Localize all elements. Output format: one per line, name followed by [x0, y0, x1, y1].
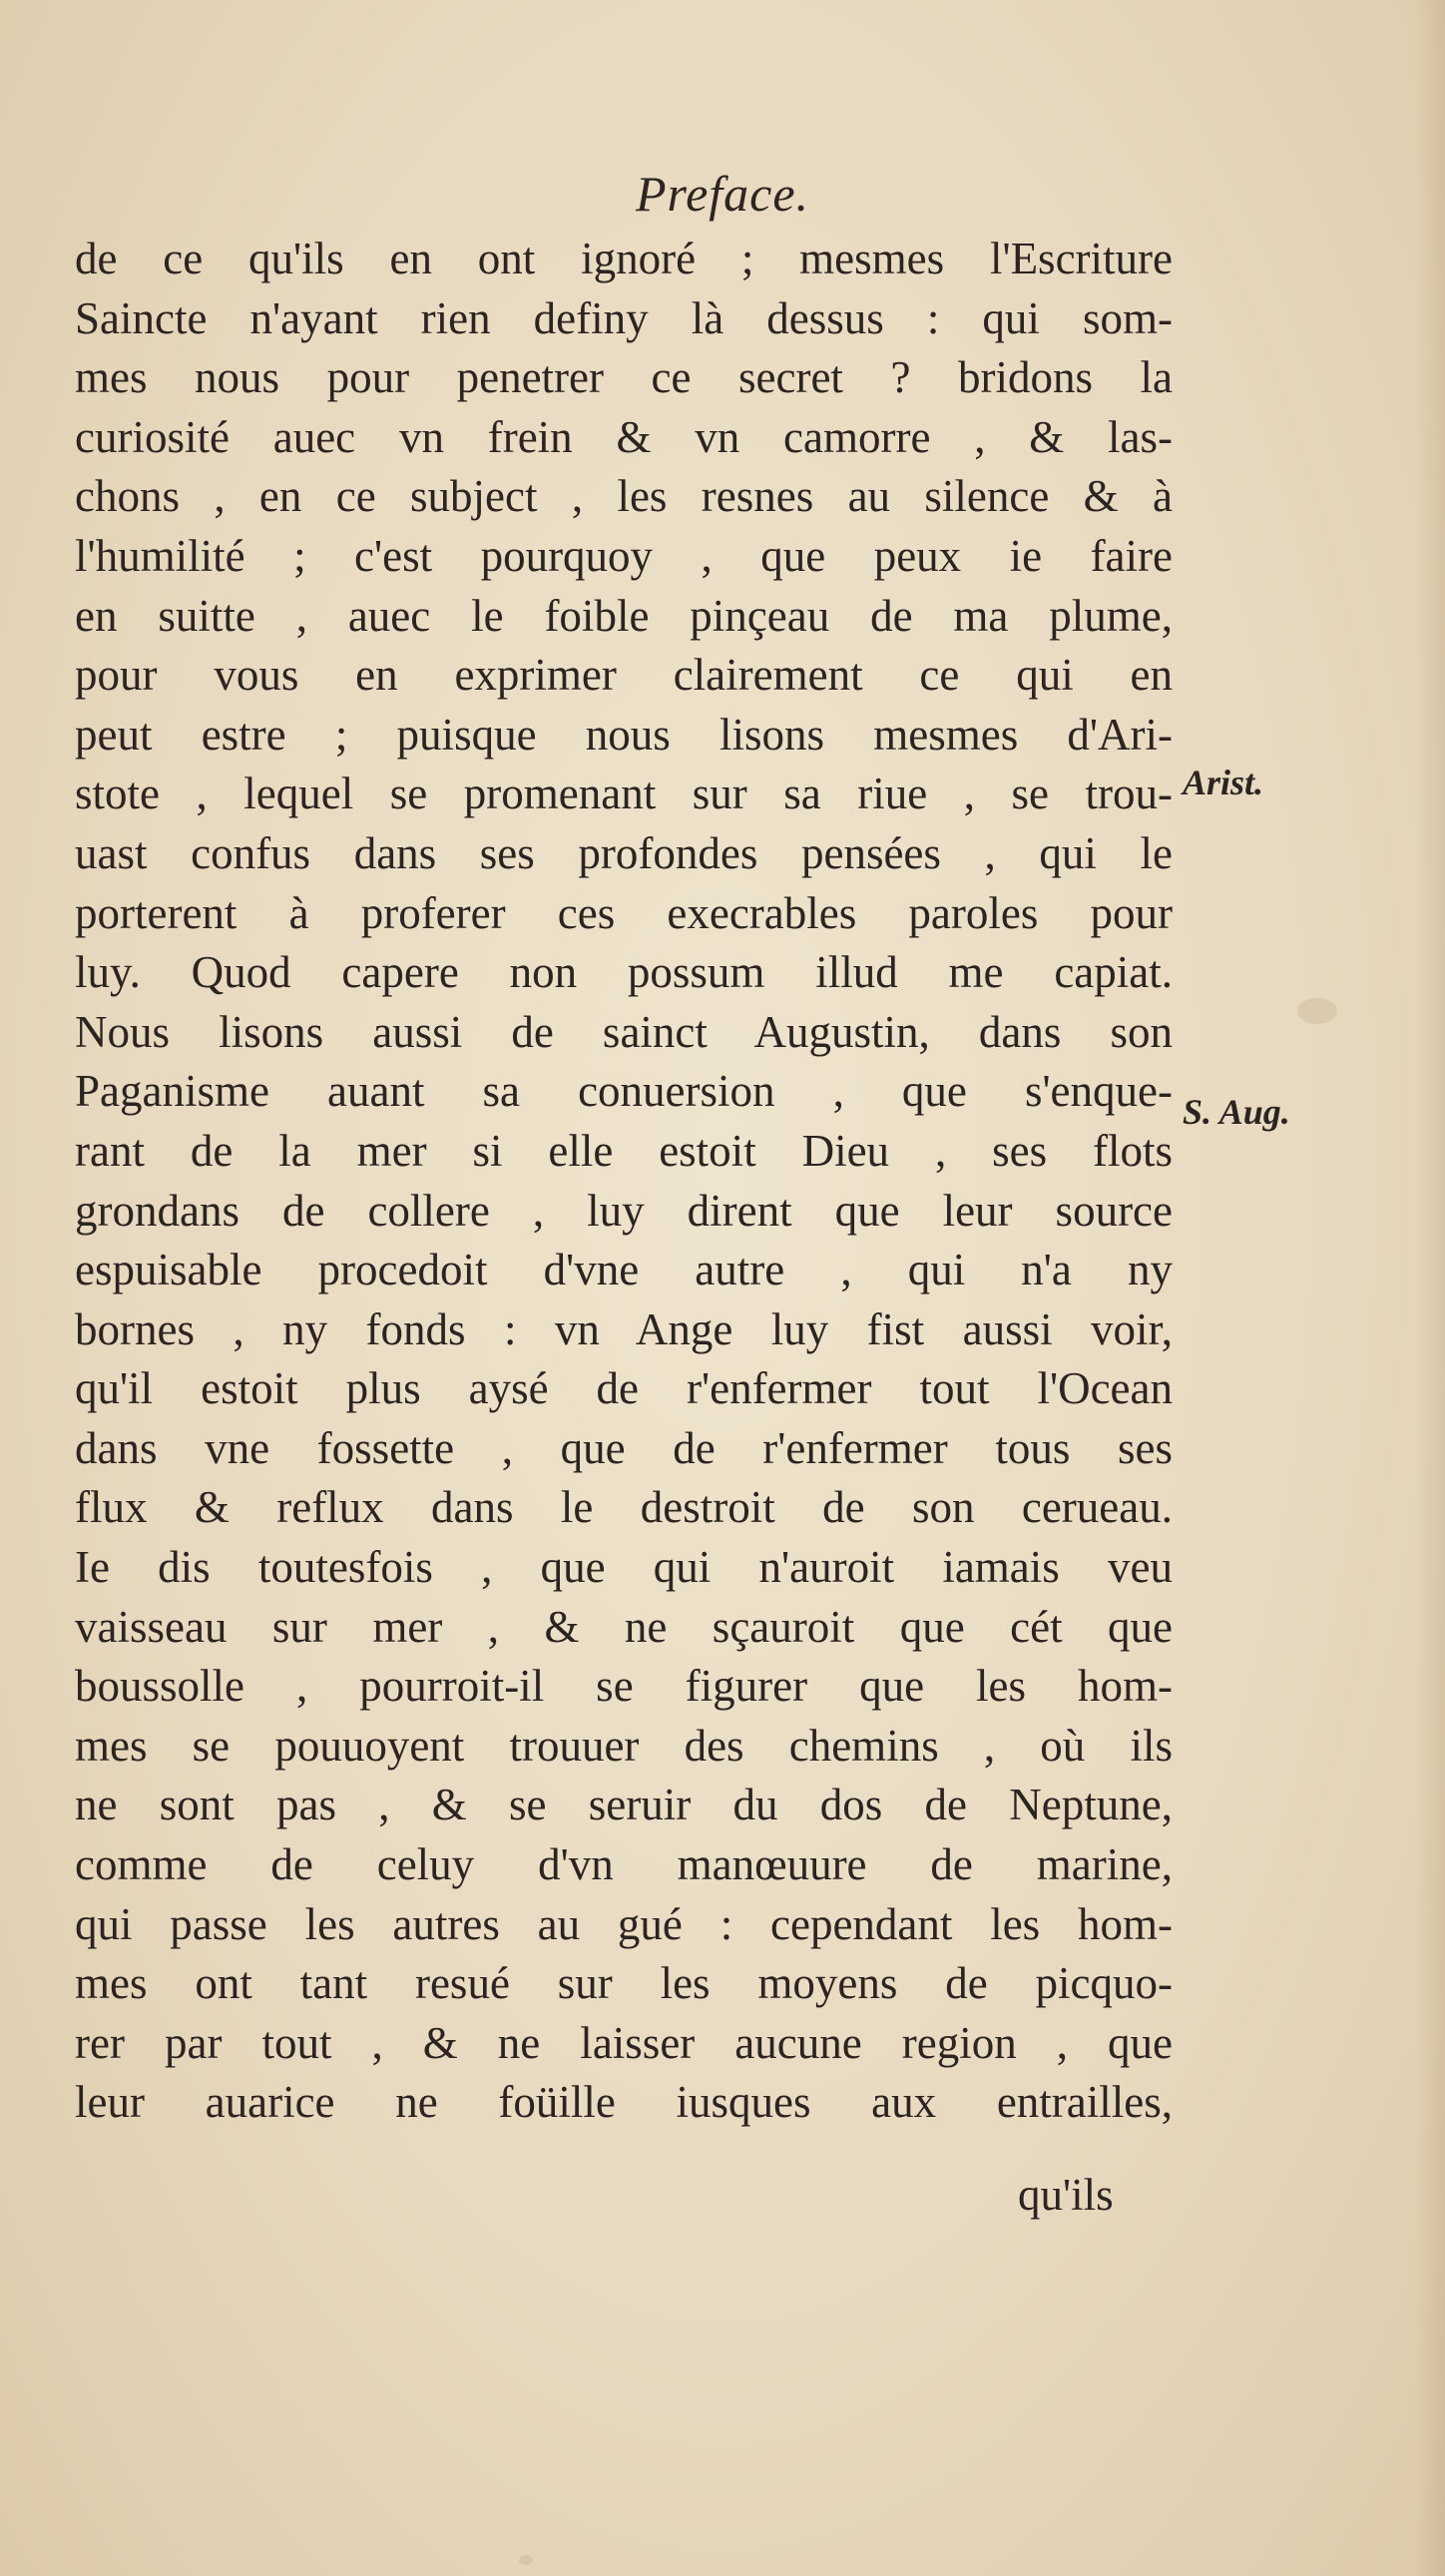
text-line: uast confus dans ses profondes pensées , qui le — [75, 827, 1173, 878]
text-line: leur auarice ne foüille iusques aux entrailles, — [75, 2077, 1173, 2128]
text-line: mes se pouuoyent trouuer des chemins , où ils — [75, 1720, 1173, 1771]
text-line: Ie dis toutesfois , que qui n'auroit iamais veu — [75, 1542, 1173, 1593]
text-line: dans vne fossette , que de r'enfermer tous ses — [75, 1422, 1173, 1473]
text-line: l'humilité ; c'est pourquoy , que peux ie faire — [75, 530, 1173, 581]
text-line: qui passe les autres au gué : cependant les hom- — [75, 1898, 1173, 1949]
text-line: bornes , ny fonds : vn Ange luy fist aussi voir, — [75, 1303, 1173, 1354]
text-line: mes ont tant resué sur les moyens de picquo- — [75, 1958, 1173, 2009]
text-line: qu'il estoit plus aysé de r'enfermer tout l'Ocean — [75, 1363, 1173, 1414]
text-line: chons , en ce subject , les resnes au silence & à — [75, 471, 1173, 522]
text-line: pour vous en exprimer clairement ce qui en — [75, 650, 1173, 701]
text-line: porterent à proferer ces execrables paroles pour — [75, 887, 1173, 938]
text-line: Paganisme auant sa conuersion , que s'enque- — [75, 1066, 1173, 1117]
page-edge-shadow — [1415, 0, 1445, 2576]
text-line: rer par tout , & ne laisser aucune region , que — [75, 2017, 1173, 2068]
margin-note-arist: Arist. — [1183, 763, 1264, 802]
paper-stain — [519, 2555, 533, 2565]
text-line: peut estre ; puisque nous lisons mesmes d'Ari- — [75, 709, 1173, 760]
text-line: stote , lequel se promenant sur sa riue , se trou- — [75, 769, 1173, 819]
text-line: en suitte , auec le foible pinçeau de ma plume, — [75, 590, 1173, 641]
text-line: boussolle , pourroit-il se figurer que les hom- — [75, 1661, 1173, 1712]
text-line: mes nous pour penetrer ce secret ? bridons la — [75, 352, 1173, 403]
text-line: luy. Quod capere non possum illud me capiat. — [75, 947, 1173, 998]
text-line: espuisable procedoit d'vne autre , qui n'a ny — [75, 1245, 1173, 1295]
text-line: flux & reflux dans le destroit de son cerueau. — [75, 1482, 1173, 1533]
text-line: rant de la mer si elle estoit Dieu , ses flots — [75, 1125, 1173, 1176]
paper-stain — [1297, 998, 1337, 1024]
text-line: vaisseau sur mer , & ne sçauroit que cét que — [75, 1601, 1173, 1652]
body-text — [75, 230, 1173, 2133]
text-line: de ce qu'ils en ont ignoré ; mesmes l'Escriture — [75, 234, 1173, 283]
text-line: comme de celuy d'vn manœuure de marine, — [75, 1839, 1173, 1890]
text-line: grondans de collere , luy dirent que leur source — [75, 1185, 1173, 1236]
margin-note-aug: S. Aug. — [1183, 1092, 1290, 1132]
text-line: curiosité auec vn frein & vn camorre , & las- — [75, 411, 1173, 462]
catchword: qu'ils — [1018, 2170, 1114, 2220]
running-head: Preface. — [635, 166, 810, 222]
text-line: ne sont pas , & se seruir du dos de Neptune, — [75, 1780, 1173, 1830]
text-line: Nous lisons aussi de sainct Augustin, dans son — [75, 1006, 1173, 1057]
text-line: Saincte n'ayant rien definy là dessus : qui som- — [75, 292, 1173, 343]
